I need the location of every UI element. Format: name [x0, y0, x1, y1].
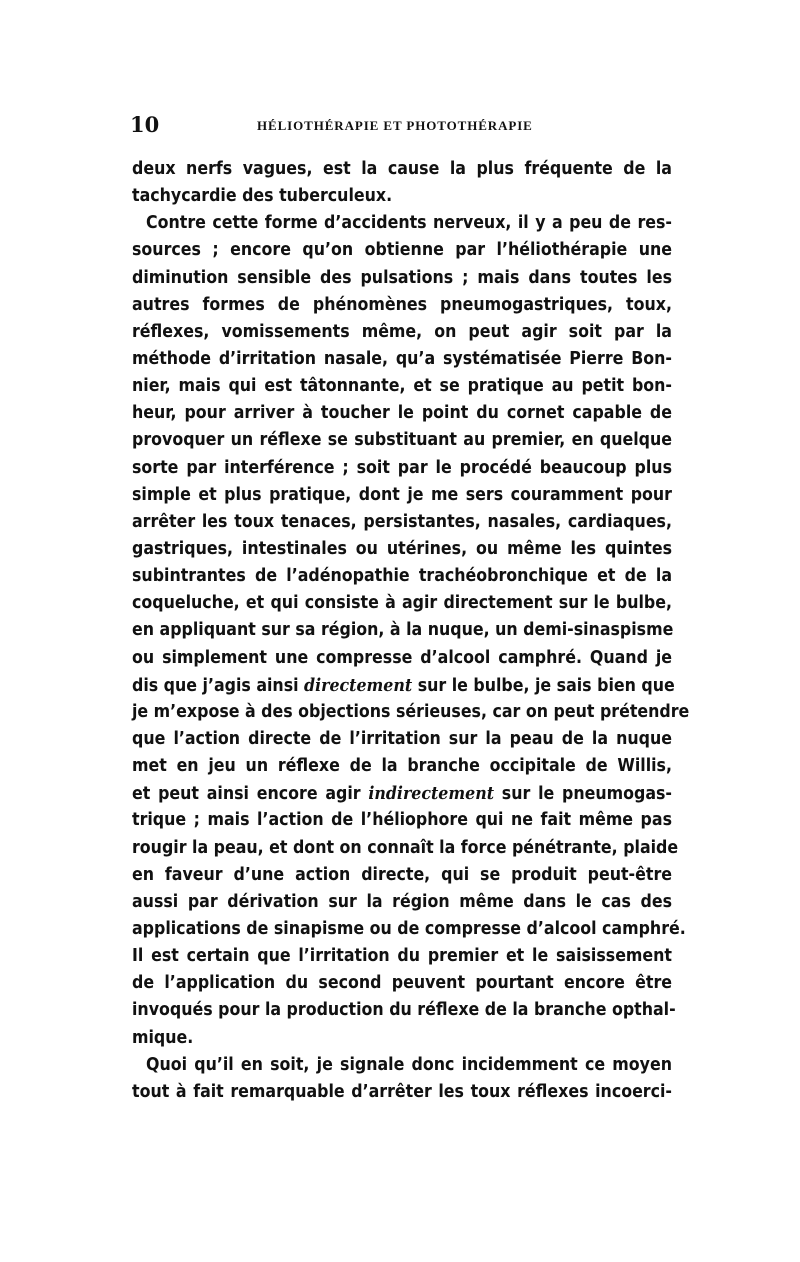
- text-line: Contre cette forme d’accidents nerveux, il y a peu de res-: [146, 213, 672, 234]
- text-line: tout à fait remarquable d’arrêter les toux réflexes incoerci-: [132, 1081, 672, 1102]
- text-line-with-italic: [132, 672, 675, 699]
- text-line: diminution sensible des pulsations ; mais dans toutes les: [132, 267, 672, 288]
- text-line: mique.: [132, 1027, 194, 1048]
- text-line: met en jeu un réflexe de la branche occipitale de Willis,: [132, 756, 672, 777]
- page-number: 10: [130, 112, 160, 137]
- text-line-with-italic: [132, 780, 672, 807]
- italic-word: directement: [304, 674, 413, 696]
- text-line: que l’action directe de l’irritation sur la peau de la nuque: [132, 728, 672, 749]
- text-line: coqueluche, et qui consiste à agir directement sur le bulbe,: [132, 593, 672, 614]
- text-line: arrêter les toux tenaces, persistantes, nasales, cardiaques,: [132, 511, 672, 532]
- text-line: ou simplement une compresse d’alcool camphré. Quand je: [132, 647, 672, 668]
- text-line: deux nerfs vagues, est la cause la plus fréquente de la: [132, 159, 672, 179]
- text-line: réflexes, vomissements même, on peut agir soit par la: [132, 321, 672, 342]
- text-line: sources ; encore qu’on obtienne par l’héliothérapie une: [132, 240, 672, 261]
- text-segment: dis que j’agis ainsi: [132, 675, 305, 696]
- text-line: nier, mais qui est tâtonnante, et se pratique au petit bon-: [132, 376, 672, 397]
- body-text: [132, 156, 690, 1106]
- text-line: subintrantes de l’adénopathie trachéobronchique et de la: [132, 566, 672, 587]
- text-line: invoqués pour la production du réflexe de la branche opthal-: [132, 1000, 676, 1021]
- text-line: tachycardie des tuberculeux.: [132, 186, 393, 207]
- text-line: gastriques, intestinales ou utérines, ou même les quintes: [132, 538, 672, 559]
- text-line: trique ; mais l’action de l’héliophore qui ne fait même pas: [132, 810, 672, 831]
- text-line: heur, pour arriver à toucher le point du cornet capable de: [132, 403, 672, 424]
- text-line: je m’expose à des objections sérieuses, car on peut prétendre: [132, 701, 690, 722]
- italic-word: indirectement: [368, 783, 495, 805]
- text-line: Quoi qu’il en soit, je signale donc incidemment ce moyen: [146, 1054, 672, 1075]
- text-line: applications de sinapisme ou de compresse d’alcool camphré.: [132, 918, 686, 939]
- text-line: sorte par interférence ; soit par le procédé beaucoup plus: [132, 457, 672, 478]
- running-title: HÉLIOTHÉRAPIE ET PHOTOTHÉRAPIE: [257, 118, 533, 133]
- text-line: méthode d’irritation nasale, qu’a systématisée Pierre Bon-: [132, 348, 672, 369]
- text-line: Il est certain que l’irritation du premier et le saisissement: [132, 946, 672, 967]
- text-line: simple et plus pratique, dont je me sers couramment pour: [132, 484, 672, 505]
- text-segment: et peut ainsi encore agir: [132, 784, 369, 805]
- text-line: aussi par dérivation sur la région même dans le cas des: [132, 891, 672, 912]
- text-line: en faveur d’une action directe, qui se produit peut-être: [132, 864, 672, 885]
- text-line: rougir la peau, et dont on connaît la force pénétrante, plaide: [132, 837, 679, 858]
- text-segment: sur le pneumogas-: [494, 784, 672, 805]
- text-segment: sur le bulbe, je sais bien que: [412, 675, 675, 696]
- text-line: en appliquant sur sa région, à la nuque, un demi-sinaspisme: [132, 620, 674, 641]
- running-head: [130, 113, 670, 137]
- text-line: autres formes de phénomènes pneumogastriques, toux,: [132, 294, 672, 315]
- text-line: de l’application du second peuvent pourtant encore être: [132, 973, 672, 994]
- text-line: provoquer un réflexe se substituant au premier, en quelque: [132, 430, 672, 451]
